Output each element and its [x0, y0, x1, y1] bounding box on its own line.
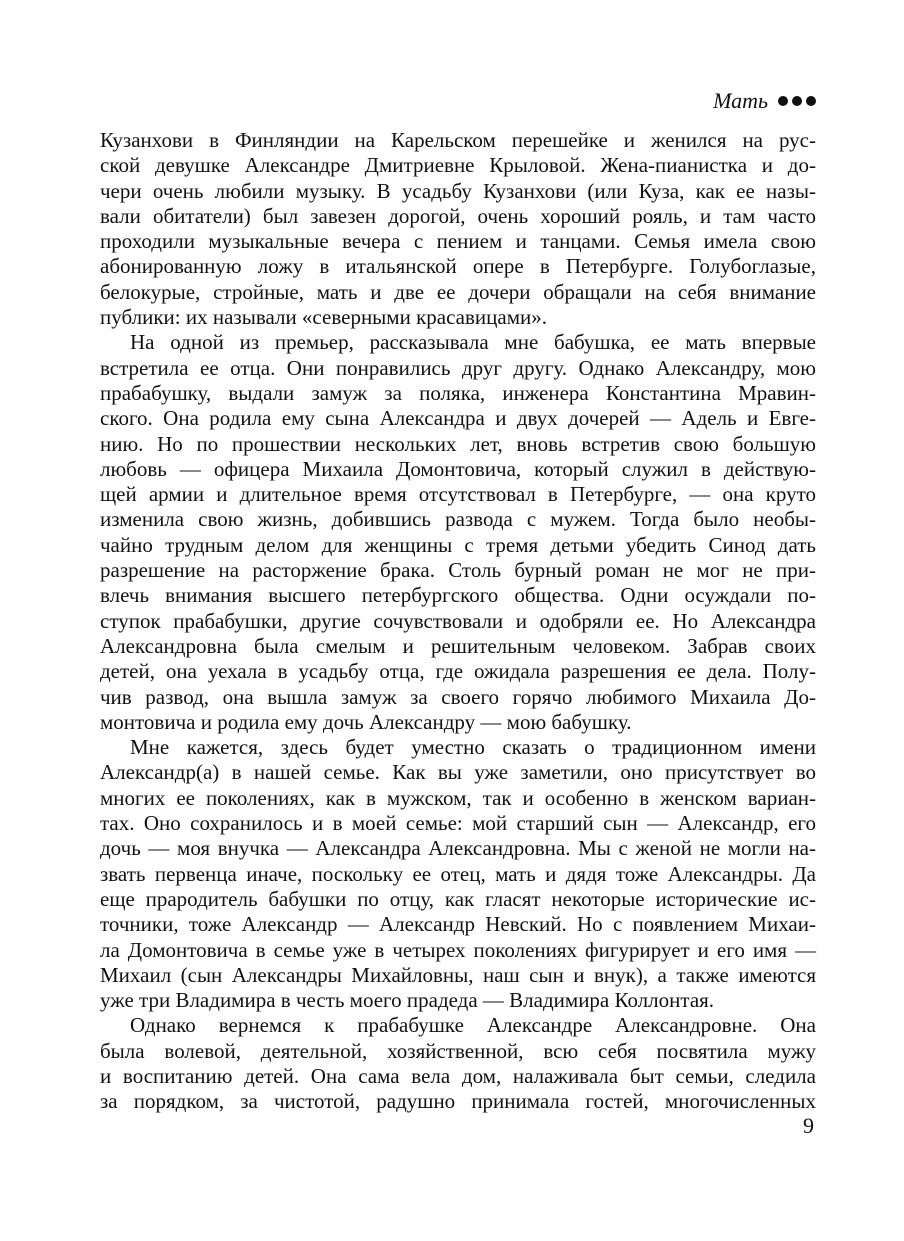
text-line: чери очень любили музыку. В усадьбу Кузанхови (или Куза, как ее назы-: [100, 178, 816, 203]
paragraph: [100, 1013, 816, 1114]
paragraph: [100, 330, 816, 735]
text-line: абонированную ложу в итальянской опере в Петербурге. Голубоглазые,: [100, 254, 816, 279]
text-line: Кузанхови в Финляндии на Карельском перешейке и женился на рус-: [100, 128, 816, 152]
text-line: изменила свою жизнь, добившись развода с мужем. Тогда было необы-: [100, 507, 816, 532]
text-line: нию. Но по прошествии нескольких лет, вновь встретив свою большую: [100, 431, 816, 456]
paragraph: [100, 735, 816, 1013]
text-line: Мне кажется, здесь будет уместно сказать о традиционном имени: [130, 735, 816, 760]
text-line: многих ее поколениях, как в мужском, так и особенно в женском вариан-: [100, 785, 816, 810]
text-line: Александровна была смелым и решительным человеком. Забрав своих: [100, 633, 816, 658]
dot-icon: [792, 96, 802, 106]
text-line: и воспитанию детей. Она сама вела дом, налаживала быт семьи, следила: [100, 1063, 816, 1088]
body-text: [100, 128, 816, 1115]
text-line: белокурые, стройные, мать и две ее дочери обращали на себя внимание: [100, 279, 816, 304]
text-line: за порядком, за чистотой, радушно принимала гостей, многочисленных: [100, 1089, 816, 1114]
dot-icon: [778, 96, 788, 106]
text-line: публики: их называли «северными красавицами».: [100, 305, 547, 330]
text-line: разрешение на расторжение брака. Столь бурный роман не мог не при-: [100, 558, 816, 583]
text-line: Михаил (сын Александры Михайловны, наш сын и внук), а также имеются: [100, 962, 816, 987]
dot-icon: [806, 96, 816, 106]
text-line: любовь — офицера Михаила Домонтовича, который служил в действую-: [100, 456, 816, 481]
text-line: чайно трудным делом для женщины с тремя детьми убедить Синод дать: [100, 532, 816, 557]
text-line: На одной из премьер, рассказывала мне бабушка, ее мать впервые: [130, 330, 816, 355]
text-line: проходили музыкальные вечера с пением и танцами. Семья имела свою: [100, 229, 816, 254]
text-line: еще прародитель бабушки по отцу, как гласят некоторые исторические ис-: [100, 886, 816, 911]
text-line: детей, она уехала в усадьбу отца, где ожидала разрешения ее дела. Полу-: [100, 659, 816, 684]
text-line: звать первенца иначе, поскольку ее отец, мать и дядя тоже Александры. Да: [100, 861, 816, 886]
text-line: дочь — моя внучка — Александра Александровна. Мы с женой не могли на-: [100, 836, 816, 861]
text-line: прабабушку, выдали замуж за поляка, инженера Константина Мравин-: [100, 380, 816, 405]
text-line: была волевой, деятельной, хозяйственной, всю себя посвятила мужу: [100, 1038, 816, 1063]
text-line: встретила ее отца. Они понравились друг другу. Однако Александру, мою: [100, 355, 816, 380]
text-line: Александр(а) в нашей семье. Как вы уже заметили, оно присутствует во: [100, 760, 816, 785]
text-line: ла Домонтовича в семье уже в четырех поколениях фигурирует и его имя —: [100, 937, 816, 962]
text-line: уже три Владимира в честь моего прадеда — Владимира Коллонтая.: [100, 988, 715, 1013]
text-line: чив развод, она вышла замуж за своего горячо любимого Михаила До-: [100, 684, 816, 709]
text-line: вали обитатели) был завезен дорогой, очень хороший рояль, и там часто: [100, 203, 816, 228]
ornament-dots: [778, 96, 816, 106]
text-line: Однако вернемся к прабабушке Александре Александровне. Она: [130, 1013, 816, 1038]
text-line: ступок прабабушки, другие сочувствовали и одобряли ее. Но Александра: [100, 608, 816, 633]
text-line: ской девушке Александре Дмитриевне Крыловой. Жена-пианистка и до-: [100, 153, 816, 178]
text-line: ского. Она родила ему сына Александра и двух дочерей — Адель и Евге-: [100, 406, 816, 431]
text-line: монтовича и родила ему дочь Александру — мою бабушку.: [100, 709, 632, 734]
page-number: 9: [803, 1113, 814, 1138]
text-line: щей армии и длительное время отсутствовал в Петербурге, — она круто: [100, 482, 816, 507]
text-line: тах. Оно сохранилось и в моей семье: мой старший сын — Александр, его: [100, 811, 816, 836]
text-line: точники, тоже Александр — Александр Невский. Но с появлением Михаи-: [100, 912, 816, 937]
running-header: [713, 88, 816, 114]
chapter-title: Мать: [713, 88, 768, 113]
paragraph: [100, 128, 816, 330]
text-line: влечь внимания высшего петербургского общества. Одни осуждали по-: [100, 583, 816, 608]
